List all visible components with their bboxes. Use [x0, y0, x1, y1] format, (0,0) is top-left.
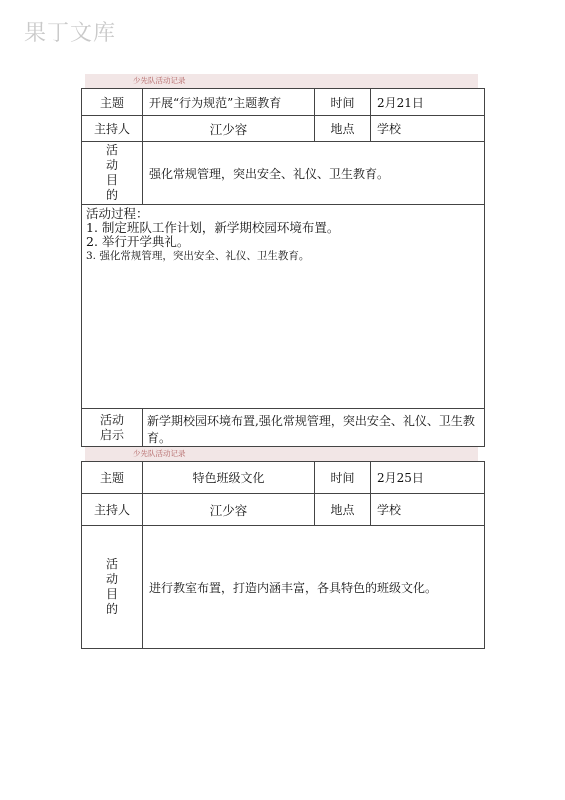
host-label: 主持人	[82, 494, 143, 526]
topic-value: 开展“行为规范”主题教育	[143, 89, 315, 116]
process-title: 活动过程：	[86, 206, 149, 221]
activity-record-table-1	[81, 88, 485, 447]
time-value: 2月21日	[371, 89, 485, 116]
place-label: 地点	[315, 116, 371, 142]
topic-label: 主题	[82, 462, 143, 494]
watermark-logo: 果丁文库	[24, 21, 117, 46]
process-item: 3. 强化常规管理，突出安全、礼仪、卫生教育。	[86, 250, 310, 262]
process-section	[82, 205, 485, 409]
process-item: 2. 举行开学典礼。	[86, 234, 190, 249]
place-label: 地点	[315, 494, 371, 526]
process-item: 1. 制定班队工作计划，新学期校园环境布置。	[86, 220, 340, 235]
time-label: 时间	[315, 89, 371, 116]
purpose-value: 强化常规管理，突出安全、礼仪、卫生教育。	[143, 142, 485, 205]
insight-value: 新学期校园环境布置,强化常规管理，突出安全、礼仪、卫生教育。	[143, 409, 485, 447]
place-value: 学校	[371, 116, 485, 142]
purpose-label: 活 动 目 的	[82, 526, 143, 649]
topic-value: 特色班级文化	[143, 462, 315, 494]
purpose-value: 进行教室布置，打造内涵丰富，各具特色的班级文化。	[143, 526, 485, 649]
insight-label: 活动 启示	[82, 409, 143, 447]
time-value: 2月25日	[371, 462, 485, 494]
record-banner: 少先队活动记录	[85, 74, 478, 88]
time-label: 时间	[315, 462, 371, 494]
host-label: 主持人	[82, 116, 143, 142]
host-value: 江少容	[143, 494, 315, 526]
activity-record-table-2	[81, 461, 485, 649]
purpose-label: 活 动 目 的	[82, 142, 143, 205]
host-value: 江少容	[143, 116, 315, 142]
record-banner: 少先队活动记录	[85, 447, 478, 461]
place-value: 学校	[371, 494, 485, 526]
topic-label: 主题	[82, 89, 143, 116]
